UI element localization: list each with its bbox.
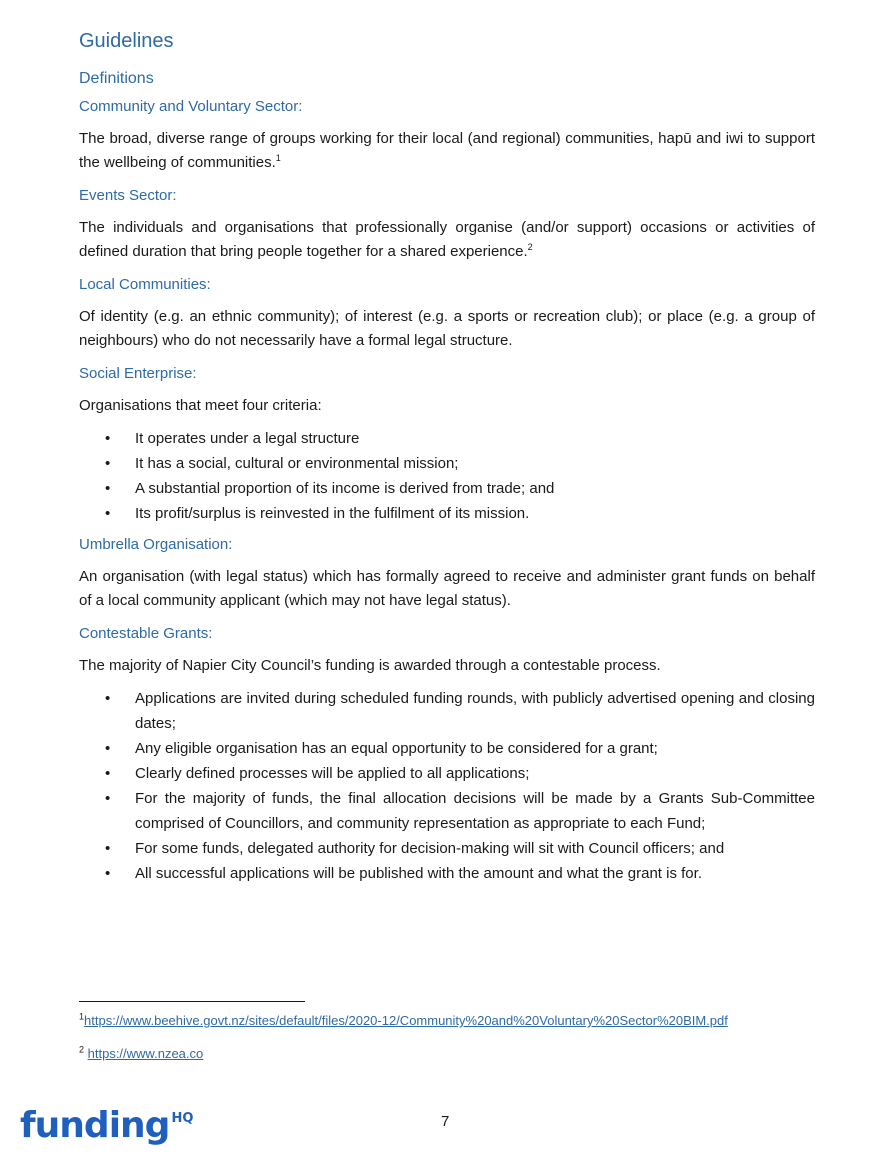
section-heading: Contestable Grants: (79, 625, 213, 642)
page-number: 7 (441, 1113, 450, 1130)
bullet-icon: • (105, 865, 111, 882)
section-heading: Umbrella Organisation: (79, 536, 233, 553)
list-item: • It operates under a legal structure (79, 426, 815, 451)
logo-suffix: HQ (171, 1111, 194, 1126)
bullet-icon: • (105, 480, 111, 497)
footnote-number: 1 (79, 1011, 85, 1022)
bullet-list (79, 426, 815, 526)
page-subtitle: Definitions (79, 70, 154, 87)
section-text: Of identity (e.g. an ethnic community); of interest (e.g. a sports or recreation club); or place (e.g. a group of neighbours) who do not necessarily have a formal legal structure. (79, 308, 815, 349)
list-item: • Its profit/surplus is reinvested in the fulfilment of its mission. (79, 501, 815, 526)
bullet-icon: • (105, 790, 111, 807)
footnote-ref[interactable]: 1 (275, 153, 281, 163)
bullet-icon: • (105, 740, 111, 757)
section-heading: Local Communities: (79, 276, 211, 293)
bullet-icon: • (105, 840, 111, 857)
bullet-list (79, 686, 815, 886)
list-item: • It has a social, cultural or environmental mission; (79, 451, 815, 476)
section-text: Organisations that meet four criteria: (79, 397, 322, 414)
document-page (79, 30, 815, 896)
fundinghq-logo (20, 1105, 194, 1146)
section-text: The majority of Napier City Council’s funding is awarded through a contestable process. (79, 657, 661, 674)
footnote-link[interactable]: https://www.nzea.co (87, 1046, 204, 1061)
section-text: The individuals and organisations that professionally organise (and/or support) occasions or activities of defined duration that bring people together for a shared experience.$^2$ (79, 219, 815, 260)
footnote (79, 1046, 203, 1061)
list-item: • A substantial proportion of its income is derived from trade; and (79, 476, 815, 501)
footnote-divider (79, 1001, 305, 1002)
section-text: An organisation (with legal status) which has formally agreed to receive and administer grant funds on behalf of a local community applicant (which may not have legal status). (79, 568, 815, 609)
list-item: • Clearly defined processes will be applied to all applications; (79, 761, 815, 786)
page-title: Guidelines (79, 30, 174, 52)
list-item: • For the majority of funds, the final allocation decisions will be made by a Grants Sub-Committee comprised of Councillors, and community representation as appropriate to each Fund; (79, 786, 815, 836)
bullet-icon: • (105, 690, 111, 707)
list-item: • Any eligible organisation has an equal opportunity to be considered for a grant; (79, 736, 815, 761)
section-heading: Community and Voluntary Sector: (79, 98, 303, 115)
list-item: • Applications are invited during scheduled funding rounds, with publicly advertised opening and closing dates; (79, 686, 815, 736)
section-text: The broad, diverse range of groups working for their local (and regional) communities, hapū and iwi to support the wellbeing of communities.$^1$ (79, 130, 815, 171)
list-item: • All successful applications will be published with the amount and what the grant is for. (79, 861, 815, 886)
logo-word: funding (20, 1105, 170, 1146)
footnote-link[interactable]: https://www.beehive.govt.nz/sites/default/files/2020-12/Community%20and%20Voluntary%20Sector%20BIM.pdf (84, 1013, 728, 1028)
bullet-icon: • (105, 765, 111, 782)
bullet-icon: • (105, 505, 111, 522)
footnote-number: 2 (79, 1044, 85, 1055)
footnote-ref[interactable]: 2 (527, 242, 533, 252)
bullet-icon: • (105, 455, 111, 472)
footnote (79, 1013, 728, 1028)
list-item: • For some funds, delegated authority for decision-making will sit with Council officers; and (79, 836, 815, 861)
bullet-icon: • (105, 430, 111, 447)
section-heading: Social Enterprise: (79, 365, 197, 382)
section-heading: Events Sector: (79, 187, 177, 204)
